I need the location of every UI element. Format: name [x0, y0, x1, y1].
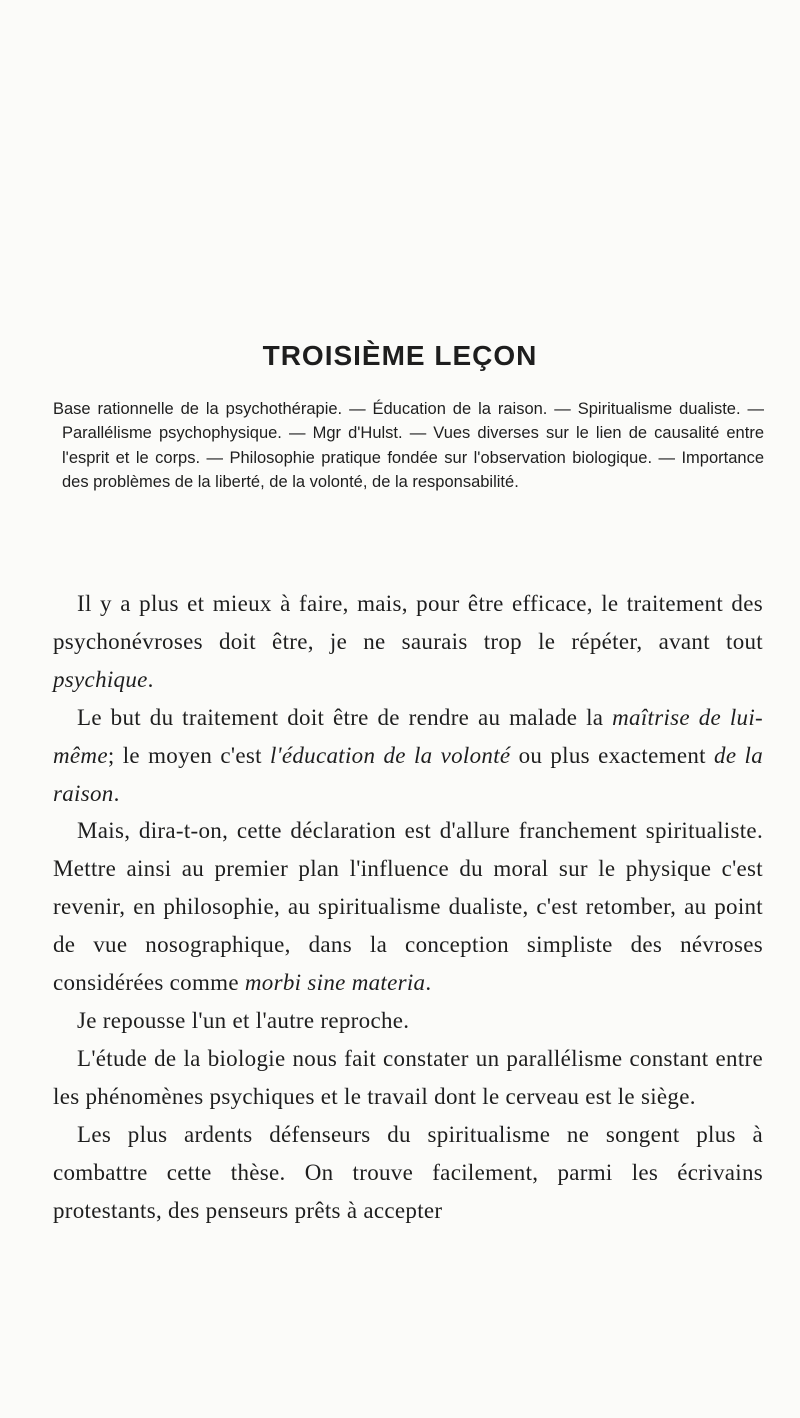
p1-text-a: Il y a plus et mieux à faire, mais, pour être efficace, le traitement des psychonévroses doit être, je ne saurais trop le répéter, avant tout [53, 591, 763, 654]
p2-emphasis-b: l'éducation de la volonté [269, 742, 511, 768]
p2-text-d: . [113, 780, 120, 806]
paragraph-6: Les plus ardents défenseurs du spiritualisme ne songent plus à combattre cette thèse. On trouve facilement, parmi les écrivains protestants, des penseurs prêts à accepter [53, 1121, 763, 1223]
body-text [53, 585, 763, 1229]
p2-text-a: Le but du traitement doit être de rendre au malade la [77, 704, 613, 730]
p3-emphasis: morbi sine materia [244, 970, 426, 996]
chapter-title: TROISIÈME LEÇON [262, 340, 538, 371]
paragraph-5: L'étude de la biologie nous fait constater un parallélisme constant entre les phénomènes psychiques et le travail dont le cerveau est le siège. [53, 1045, 763, 1109]
p3-text-b: . [425, 970, 432, 996]
paragraph-4: Je repousse l'un et l'autre reproche. [77, 1007, 410, 1033]
paragraph-1 [53, 585, 763, 699]
paragraph-3 [53, 812, 763, 1002]
paragraph-2 [53, 699, 763, 813]
p1-text-b: . [147, 666, 154, 692]
p2-text-b: ; le moyen c'est [107, 742, 270, 768]
p2-text-c: ou plus exactement [510, 742, 715, 768]
chapter-summary: Base rationnelle de la psychothérapie. — Éducation de la raison. — Spiritualisme dualiste. — Parallélisme psychophysique. — Mgr d'Hulst. — Vues diverses sur le lien de causalité entre l'esprit et le corps. — Philosophie pratique fondée sur l'observation biologique. — Importance des problèmes de la liberté, de la volonté, de la responsabilité. [53, 400, 764, 491]
p2-emphasis-a: maîtrise de lui-même [53, 704, 763, 768]
p1-emphasis: psychique [53, 666, 148, 692]
p2-emphasis-c: de la raison [53, 742, 763, 806]
p3-text-a: Mais, dira-t-on, cette déclaration est d'allure franchement spiritualiste. Mettre ainsi au premier plan l'influence du moral sur le physique c'est revenir, en philosophie, au spiritualisme dualiste, c'est retomber, au point de vue nosographique, dans la conception simpliste des névroses considérées comme [53, 818, 763, 996]
